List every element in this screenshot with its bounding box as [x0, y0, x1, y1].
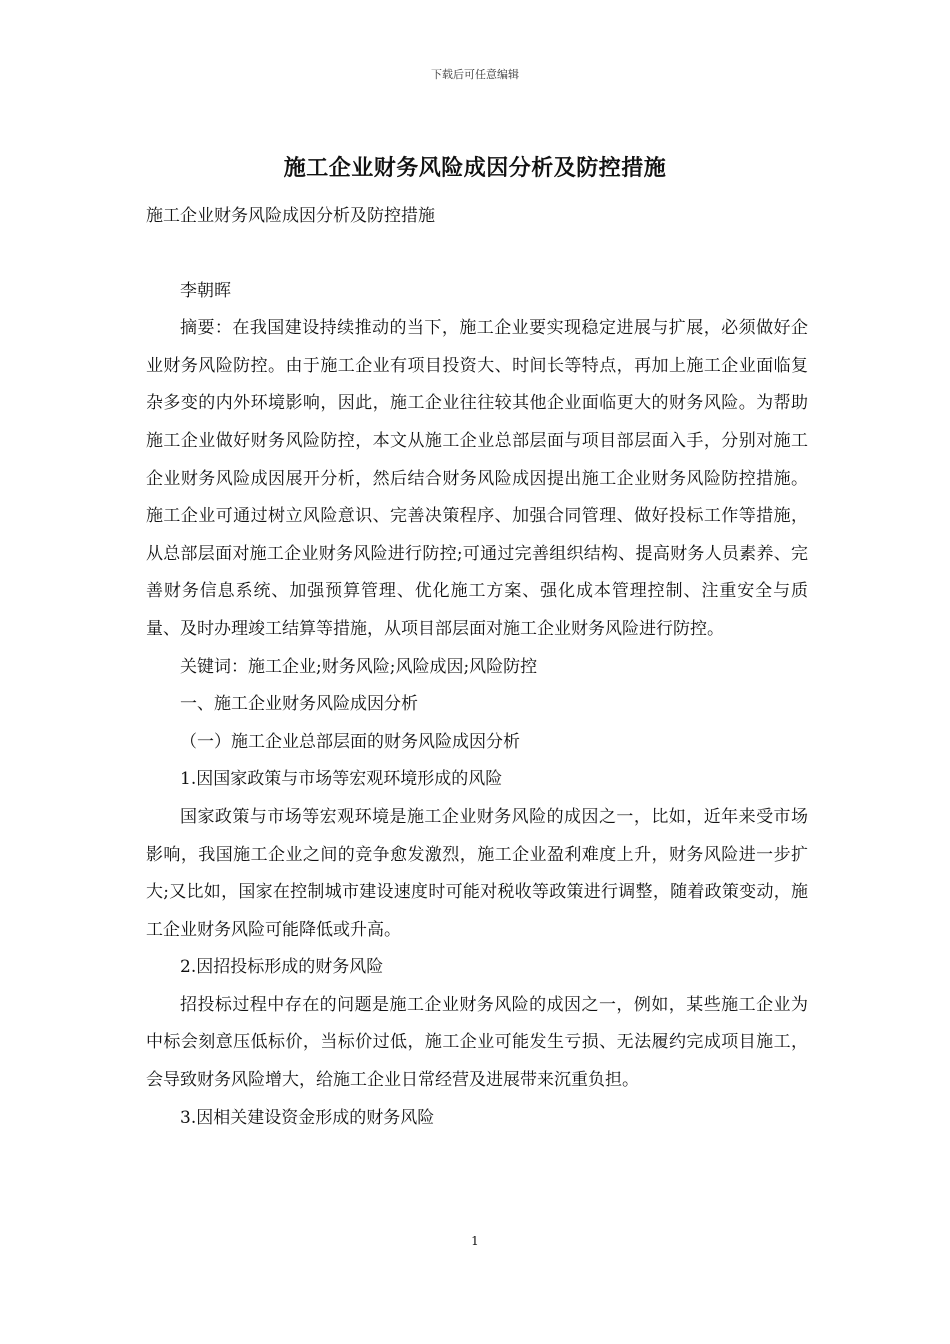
document-title: 施工企业财务风险成因分析及防控措施 [283, 155, 667, 181]
keywords: 关键词：施工企业;财务风险;风险成因;风险防控 [180, 656, 538, 677]
header-note: 下载后可任意编辑 [431, 68, 519, 81]
section-heading: 一、施工企业财务风险成因分析 [180, 694, 418, 715]
blank-line [146, 236, 808, 273]
author: 李朝晖 [180, 280, 231, 301]
body-paragraph: 国家政策与市场等宏观环境是施工企业财务风险的成因之一，比如，近年来受市场影响，我国施工企业之间的竞争愈发激烈，施工企业盈利难度上升，财务风险进一步扩大;又比如，国家在控制城市建设速度时可能对税收等政策进行调整，随着政策变动，施工企业财务风险可能降低或升高。 [146, 806, 808, 940]
subsection-heading: （一）施工企业总部层面的财务风险成因分析 [180, 731, 520, 752]
item-heading: 2.因招投标形成的财务风险 [180, 957, 384, 978]
item-heading: 3.因相关建设资金形成的财务风险 [180, 1107, 435, 1128]
subtitle: 施工企业财务风险成因分析及防控措施 [146, 206, 435, 226]
page-number: 1 [471, 1234, 479, 1248]
document-body [146, 198, 808, 1137]
body-paragraph: 招投标过程中存在的问题是施工企业财务风险的成因之一，例如，某些施工企业为中标会刻意压低标价，当标价过低，施工企业可能发生亏损、无法履约完成项目施工，会导致财务风险增大，给施工企业日常经营及进展带来沉重负担。 [146, 994, 808, 1091]
abstract-paragraph: 摘要：在我国建设持续推动的当下，施工企业要实现稳定进展与扩展，必须做好企业财务风险防控。由于施工企业有项目投资大、时间长等特点，再加上施工企业面临复杂多变的内外环境影响，因此，施工企业往往较其他企业面临更大的财务风险。为帮助施工企业做好财务风险防控，本文从施工企业总部层面与项目部层面入手，分别对施工企业财务风险成因展开分析，然后结合财务风险成因提出施工企业财务风险防控措施。施工企业可通过树立风险意识、完善决策程序、加强合同管理、做好投标工作等措施，从总部层面对施工企业财务风险进行防控;可通过完善组织结构、提高财务人员素养、完善财务信息系统、加强预算管理、优化施工方案、强化成本管理控制、注重安全与质量、及时办理竣工结算等措施，从项目部层面对施工企业财务风险进行防控。 [146, 318, 808, 639]
item-heading: 1.因国家政策与市场等宏观环境形成的风险 [180, 769, 503, 790]
